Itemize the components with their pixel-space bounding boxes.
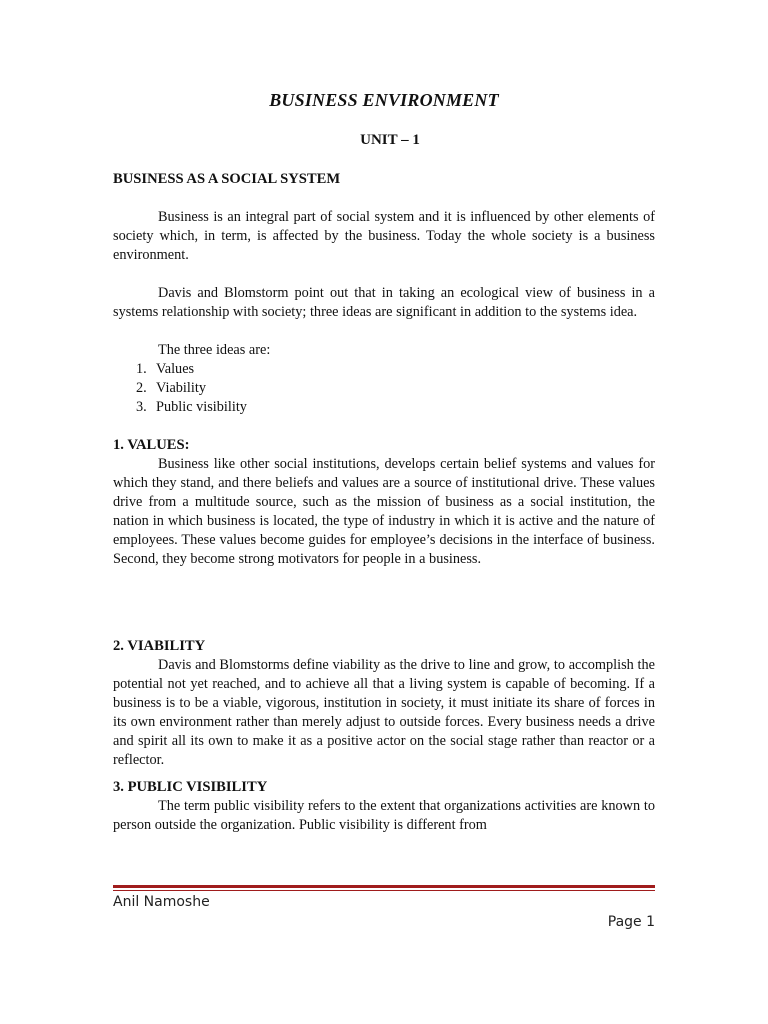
paragraph-values: Business like other social institutions, develops certain belief systems and values for which they stand, and there beliefs and values are a source of institutional drive. These values drive from a multitude source, such as the mission of business as a social institution, the nation in which business is located, the type of industry in which it is active and the nature of employees. These values become guides for employee’s decisions in the interface of business. Second, they become strong motivators for people in a business.: [113, 456, 655, 567]
section-heading-values: 1. VALUES:: [113, 437, 190, 453]
footer-divider: [113, 885, 655, 891]
document-title: BUSINESS ENVIRONMENT: [269, 90, 499, 110]
list-item-number: 2.: [136, 380, 147, 396]
list-item-text: Viability: [156, 380, 206, 396]
paragraph-intro-1: Business is an integral part of social system and it is influenced by other elements of society which, in term, is affected by the business. Today the whole society is a business environment.: [113, 209, 655, 263]
paragraph-intro-2: Davis and Blomstorm point out that in taking an ecological view of business in a systems relationship with society; three ideas are significant in addition to the systems idea.: [113, 285, 655, 320]
list-item-text: Values: [156, 361, 195, 377]
list-item-number: 3.: [136, 399, 147, 415]
section-heading-viability: 2. VIABILITY: [113, 638, 206, 654]
list-item: [113, 379, 655, 398]
paragraph-viability: Davis and Blomstorms define viability as the drive to line and grow, to accomplish the potential not yet reached, and to achieve all that a living system is capable of becoming. If a business is to be a viable, vigorous, institution in society, it must initiate its share of forces in its own environment rather than merely adjust to outside forces. Every business needs a drive and spirit all its own to make it as a positive actor on the social stage rather than reactor or a reflector.: [113, 657, 655, 768]
list-item-text: Public visibility: [156, 399, 247, 415]
section-heading-public-visibility: 3. PUBLIC VISIBILITY: [113, 779, 268, 795]
list-item: [113, 398, 655, 417]
list-item-number: 1.: [136, 361, 147, 377]
unit-label: UNIT – 1: [360, 132, 420, 148]
section-heading-social-system: BUSINESS AS A SOCIAL SYSTEM: [113, 171, 341, 187]
list-intro: The three ideas are:: [158, 342, 271, 358]
document-body: [113, 170, 655, 835]
footer-author: Anil Namoshe: [113, 894, 210, 910]
paragraph-public-visibility: The term public visibility refers to the extent that organizations activities are known to person outside the organization. Public visibility is different from: [113, 798, 655, 833]
ideas-list: [113, 360, 655, 417]
page-number: Page 1: [607, 914, 655, 930]
list-item: [113, 360, 655, 379]
